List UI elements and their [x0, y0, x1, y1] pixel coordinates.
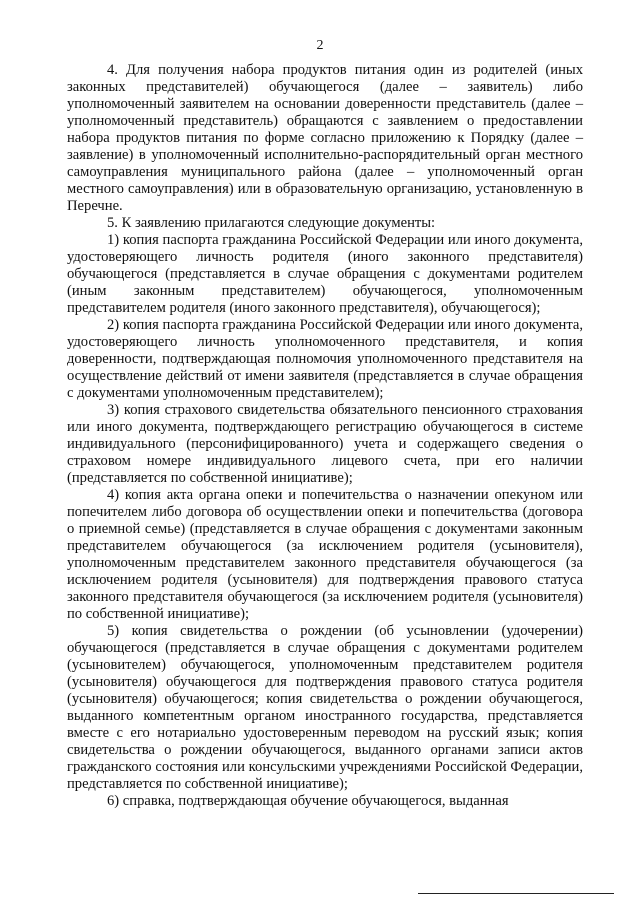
list-item-6: 6) справка, подтверждающая обучение обучающегося, выданная — [107, 793, 509, 809]
page-number: 2 — [316, 38, 324, 53]
list-item-5: 5) копия свидетельства о рождении (об усыновлении (удочерении) обучающегося (представляется в случае обращения с документами родителем (усыновителем) обучающегося, уполномоченным представителем родителя (усыновителя) обучающегося для подтверждения правового статуса родителя (усыновителя) обучающегося; копия свидетельства о рождении обучающегося, выданного компетентным органом иностранного государства, представляется вместе с его нотариально удостоверенным переводом на русский язык; копия свидетельства о рождении обучающегося, выданного органами записи актов гражданского состояния или консульскими учреждениями Российской Федерации, представляется по собственной инициативе); — [67, 623, 583, 792]
paragraph-item-4: 4. Для получения набора продуктов питания один из родителей (иных законных представителей) обучающегося (далее – заявитель) либо уполномоченный заявителем на основании доверенности представитель (далее – уполномоченный представитель) обращаются с заявлением о предоставлении набора продуктов питания по форме согласно приложению к Порядку (далее – заявление) в уполномоченный исполнительно-распорядительный орган местного самоуправления муниципального района (далее – уполномоченный орган местного самоуправления) или в образовательную организацию, установленную в Перечне. — [67, 62, 583, 214]
list-item-4: 4) копия акта органа опеки и попечительства о назначении опекуном или попечителем либо договора об осуществлении опеки и попечительства (договора о приемной семье) (представляется в случае обращения с документами законным представителем обучающегося (за исключением родителя (усыновителя), уполномоченным представителем законного представителя обучающегося (за исключением родителя (усыновителя) для подтверждения правового статуса законного представителя обучающегося (за исключением родителя (усыновителя) по собственной инициативе); — [67, 487, 583, 622]
list-item-1: 1) копия паспорта гражданина Российской Федерации или иного документа, удостоверяющего личность родителя (иного законного представителя) обучающегося (представляется в случае обращения с документами родителем (иным законным представителем) обучающегося, уполномоченным представителем родителя (иного законного представителя), обучающегося); — [67, 232, 583, 316]
list-item-2: 2) копия паспорта гражданина Российской Федерации или иного документа, удостоверяющего личность уполномоченного представителя, и копия доверенности, подтверждающая полномочия уполномоченного представителя на осуществление действий от имени заявителя (представляется в случае обращения с документами уполномоченным представителем); — [67, 317, 583, 401]
list-item-3: 3) копия страхового свидетельства обязательного пенсионного страхования или иного документа, подтверждающего регистрацию обучающегося в системе индивидуального (персонифицированного) учета и содержащего сведения о страховом номере индивидуального лицевого счета, при его наличии (представляется по собственной инициативе); — [67, 402, 583, 486]
paragraph-item-5: 5. К заявлению прилагаются следующие документы: — [107, 215, 436, 231]
document-body — [67, 62, 583, 810]
bottom-divider — [418, 893, 614, 894]
